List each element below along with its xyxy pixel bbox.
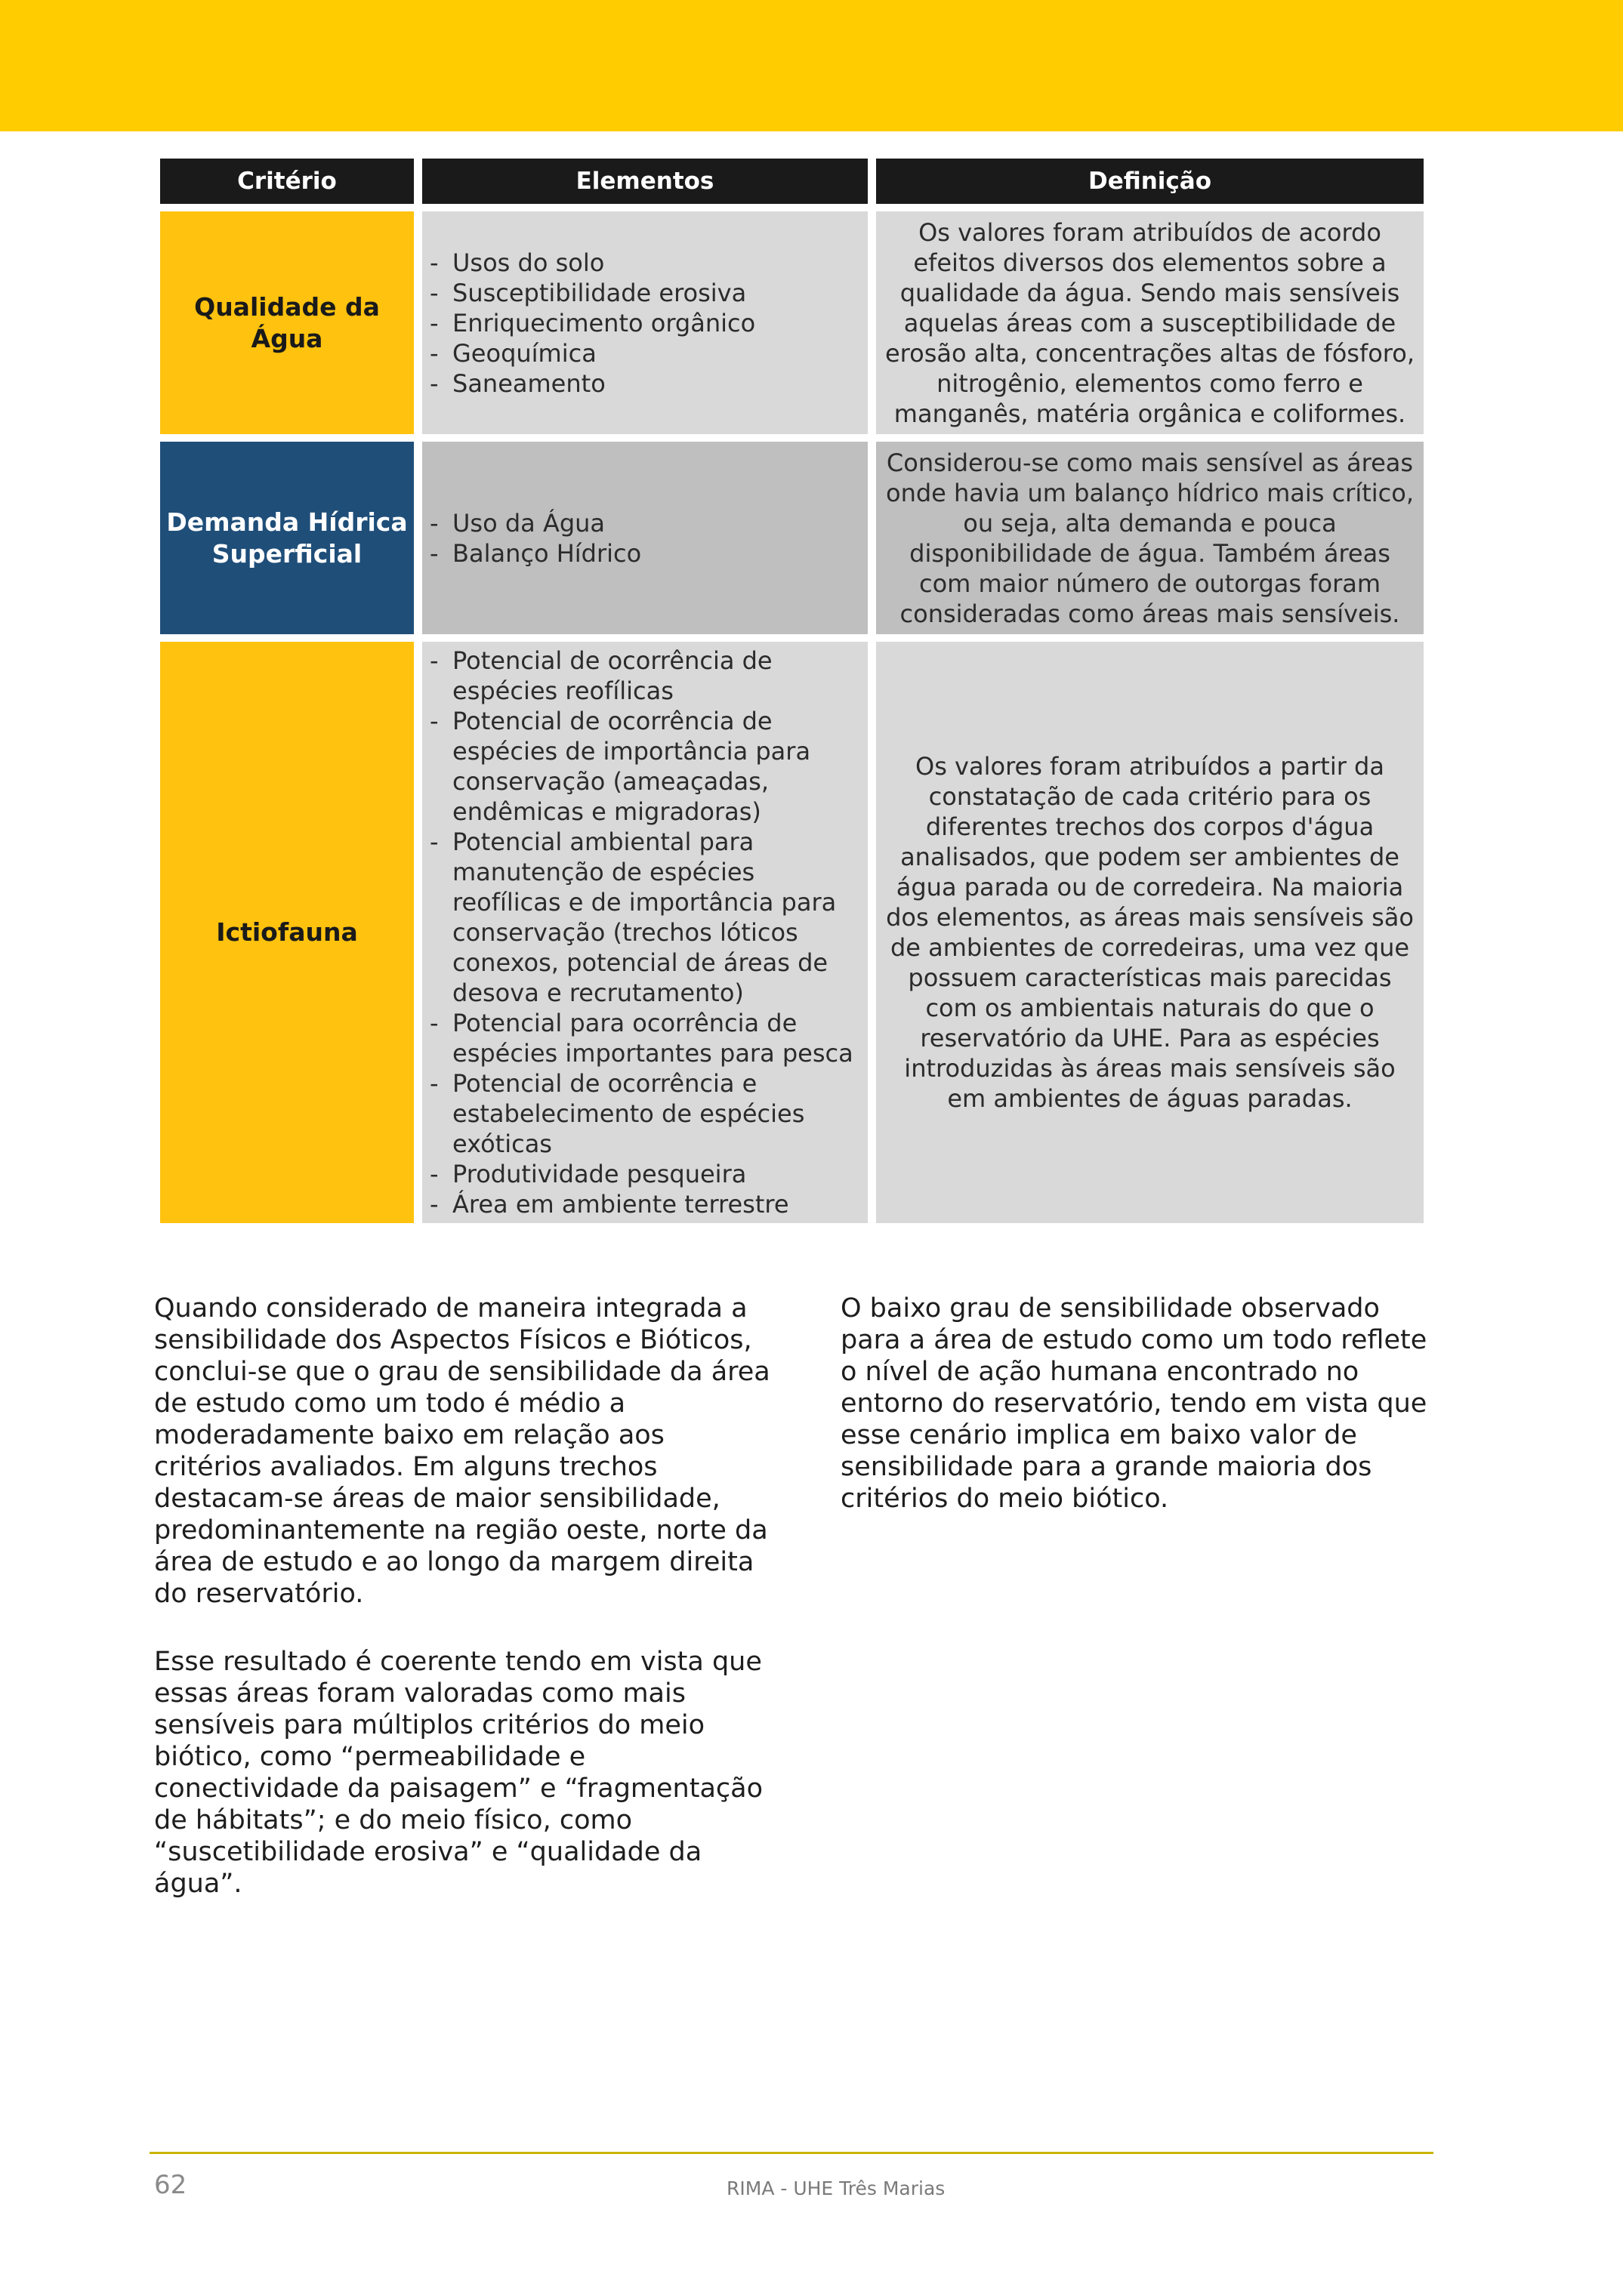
definition-cell — [876, 642, 1424, 1223]
elements-list — [430, 646, 860, 1219]
element-text: Saneamento — [452, 368, 606, 398]
header-definicao: Definição — [876, 159, 1424, 204]
element-text: Potencial de ocorrência e estabelecimento de espécies exóticas — [452, 1069, 805, 1158]
bullet-dash: - — [430, 368, 439, 398]
element-text: Produtividade pesqueira — [452, 1160, 747, 1188]
definition-text: Os valores foram atribuídos de acordo efeitos diversos dos elementos sobre a qualidade da água. Sendo mais sensíveis aquelas áreas com a susceptibilidade de erosão alta, concentrações altas de fósforo, nitrogênio, elementos como ferro e manganês, matéria orgânica e coliformes. — [884, 217, 1415, 428]
bullet-dash: - — [430, 338, 439, 368]
body-paragraph-left-1: Quando considerado de maneira integrada a sensibilidade dos Aspectos Físicos e Bióticos, conclui-se que o grau de sensibilidade da área de estudo como um todo é médio a moderadamente baixo em relação aos critérios avaliados. Em alguns trechos destacam-se áreas de maior sensibilidade, predominantemente na região oeste, norte da área de estudo e ao longo da margem direita do reservatório. — [154, 1293, 770, 1609]
element-text: Potencial de ocorrência de espécies reofílicas — [452, 646, 773, 705]
elements-list — [430, 508, 641, 569]
bullet-dash: - — [430, 278, 439, 307]
body-paragraph-left-2: Esse resultado é coerente tendo em vista que essas áreas foram valoradas como mais sensíveis para múltiplos critérios do meio biótico, como “permeabilidade e conectividade da paisagem” e “fragmentação de hábitats”; e do meio físico, como “suscetibilidade erosiva” e “qualidade da água”. — [154, 1647, 764, 1899]
table-body — [160, 211, 1424, 1223]
element-text: Balanço Hídrico — [452, 538, 642, 568]
bullet-dash: - — [430, 248, 439, 277]
element-item — [430, 827, 860, 1008]
element-text: Potencial para ocorrência de espécies importantes para pesca — [452, 1009, 853, 1068]
element-item — [430, 368, 755, 399]
elements-cell — [422, 211, 868, 434]
bullet-dash: - — [430, 1190, 439, 1219]
element-item — [430, 508, 641, 538]
element-item — [430, 248, 755, 278]
element-item — [430, 308, 755, 338]
element-text: Potencial de ocorrência de espécies de importância para conservação (ameaçadas, endêmicas e migradoras) — [452, 707, 811, 826]
bullet-dash: - — [430, 1069, 439, 1098]
element-text: Enriquecimento orgânico — [452, 308, 756, 337]
definition-text: Os valores foram atribuídos a partir da constatação de cada critério para os diferentes trechos dos corpos d'água analisados, que podem ser ambientes de água parada ou de corredeira. Na maioria dos elementos, as áreas mais sensíveis são de ambientes de corredeiras, uma vez que possuem características mais parecidas com os ambientais naturais do que o reservatório da UHE. Para as espécies introduzidas às áreas mais sensíveis são em ambientes de águas paradas. — [886, 752, 1414, 1113]
elements-list — [430, 248, 755, 399]
definition-cell — [876, 211, 1424, 434]
element-item — [430, 646, 860, 706]
elements-cell — [422, 642, 868, 1223]
footer-rule — [150, 2152, 1433, 2154]
element-text: Geoquímica — [452, 338, 597, 368]
criterion-ictiofauna: Ictiofauna — [160, 642, 414, 1223]
table-row — [160, 442, 1424, 634]
element-item — [430, 1159, 860, 1189]
bullet-dash: - — [430, 538, 439, 568]
element-text: Área em ambiente terrestre — [452, 1190, 789, 1219]
table-row — [160, 642, 1424, 1223]
element-item — [430, 338, 755, 368]
element-text: Potencial ambiental para manutenção de espécies reofílicas e de importância para conservação (trechos lóticos conexos, potencial de áreas de desova e recrutamento) — [452, 827, 837, 1007]
criteria-table — [160, 159, 1424, 1231]
bullet-dash: - — [430, 827, 439, 856]
bullet-dash: - — [430, 707, 439, 735]
page-number: 62 — [154, 2170, 187, 2200]
bullet-dash: - — [430, 1009, 439, 1037]
header-elementos: Elementos — [422, 159, 868, 204]
element-item — [430, 1068, 860, 1159]
table-row — [160, 211, 1424, 434]
definition-cell — [876, 442, 1424, 634]
element-item — [430, 1189, 860, 1219]
criterion-qualidade-da-agua: Qualidade da Água — [160, 211, 414, 434]
elements-cell — [422, 442, 868, 634]
bullet-dash: - — [430, 646, 439, 675]
table-header-row — [160, 159, 1424, 204]
definition-text: Considerou-se como mais sensível as áreas onde havia um balanço hídrico mais crítico, ou seja, alta demanda e pouca disponibilidade de água. Também áreas com maior número de outorgas foram consideradas como áreas mais sensíveis. — [885, 448, 1414, 628]
header-criterio: Critério — [160, 159, 414, 204]
element-item — [430, 278, 755, 308]
criterion-demanda-hidrica: Demanda Hídrica Superficial — [160, 442, 414, 634]
body-paragraph-right-1: O baixo grau de sensibilidade observado para a área de estudo como um todo reflete o nível de ação humana encontrado no entorno do reservatório, tendo em vista que esse cenário implica em baixo valor de sensibilidade para a grande maioria dos critérios do meio biótico. — [841, 1293, 1427, 1514]
element-text: Uso da Água — [452, 508, 606, 538]
footer-title: RIMA - UHE Três Marias — [727, 2177, 946, 2199]
element-item — [430, 538, 641, 569]
bullet-dash: - — [430, 508, 439, 538]
element-text: Usos do solo — [452, 248, 605, 277]
element-text: Susceptibilidade erosiva — [452, 278, 747, 307]
element-item — [430, 706, 860, 827]
bullet-dash: - — [430, 308, 439, 337]
element-item — [430, 1008, 860, 1068]
bullet-dash: - — [430, 1160, 439, 1188]
top-header-band — [0, 0, 1623, 131]
